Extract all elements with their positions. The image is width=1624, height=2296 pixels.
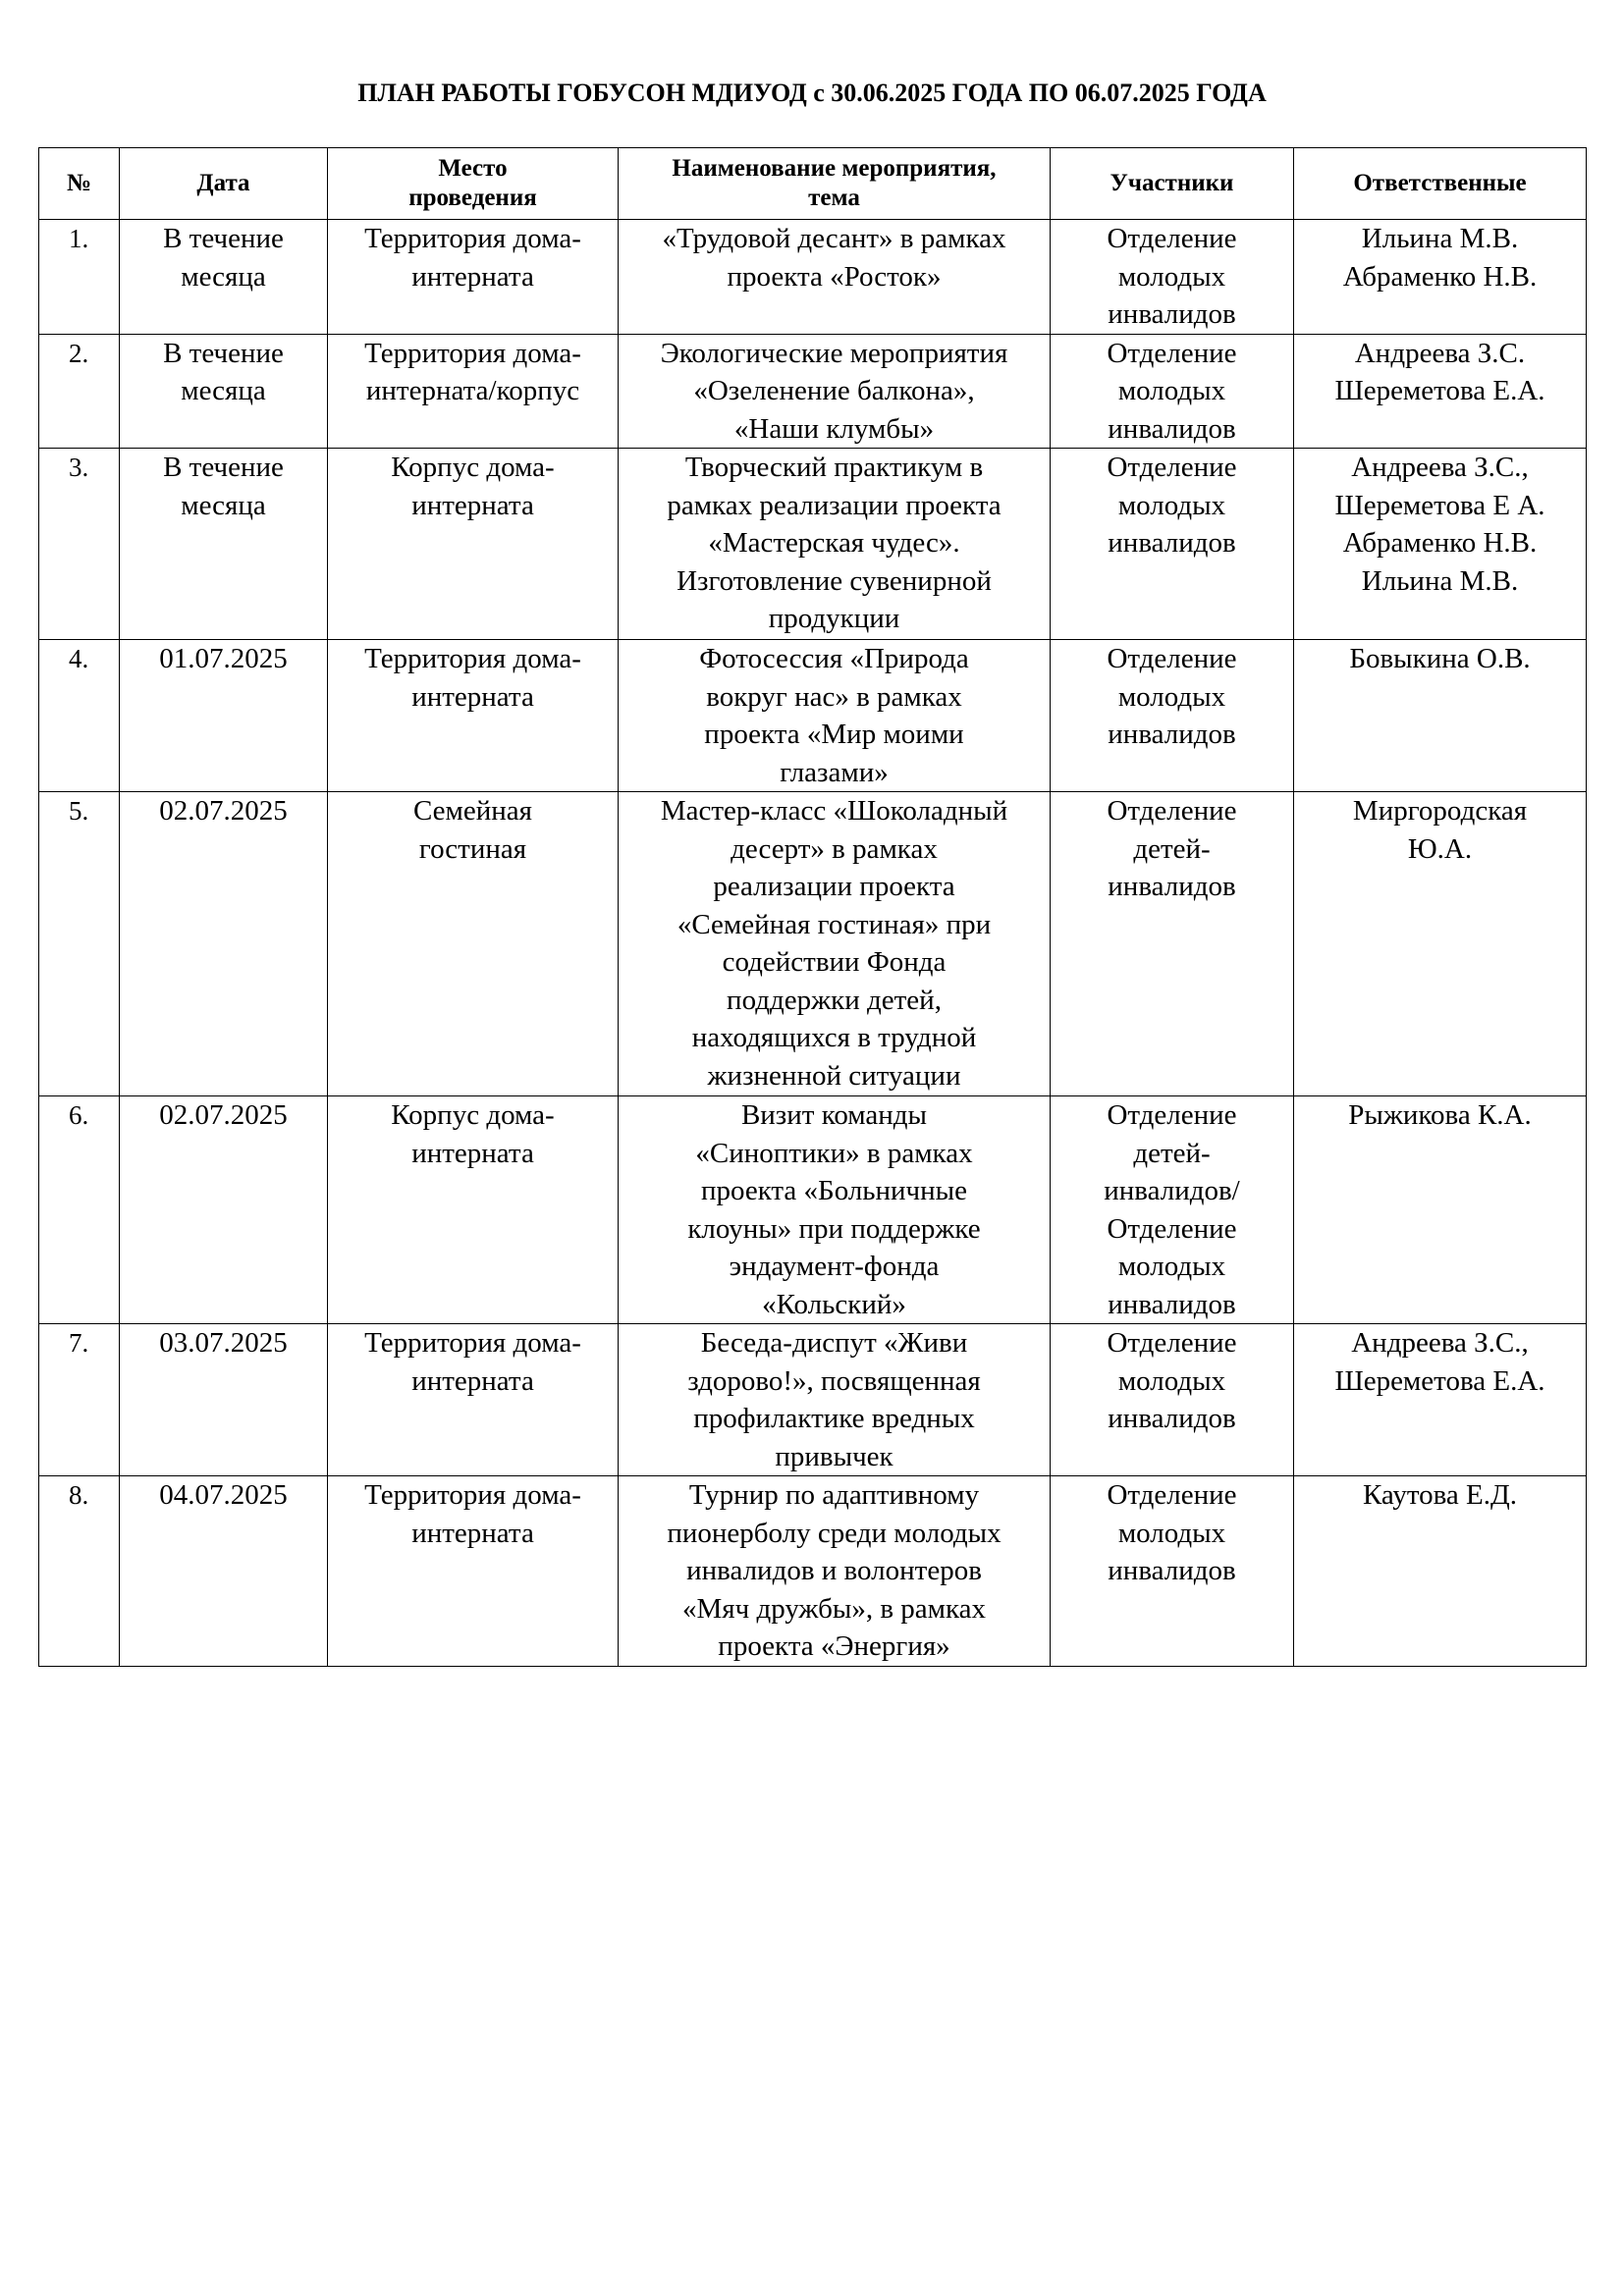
- cell-num: 7.: [39, 1324, 120, 1476]
- cell-place: Корпус дома- интерната: [328, 449, 619, 640]
- cell-date: 01.07.2025: [120, 640, 328, 792]
- table-row: [39, 220, 1587, 335]
- cell-place: Территория дома- интерната/корпус: [328, 334, 619, 449]
- cell-participants: Отделение детей- инвалидов: [1051, 792, 1294, 1096]
- cell-date: 02.07.2025: [120, 1096, 328, 1324]
- header-participants: Участники: [1051, 148, 1294, 220]
- cell-num: 8.: [39, 1476, 120, 1667]
- cell-event: Турнир по адаптивному пионерболу среди молодых инвалидов и волонтеров «Мяч дружбы», в рамках проекта «Энергия»: [619, 1476, 1051, 1667]
- cell-place: Территория дома- интерната: [328, 220, 619, 335]
- table-row: [39, 640, 1587, 792]
- table-row: [39, 1324, 1587, 1476]
- header-event: Наименование мероприятия, тема: [619, 148, 1051, 220]
- cell-place: Территория дома- интерната: [328, 1324, 619, 1476]
- cell-date: 02.07.2025: [120, 792, 328, 1096]
- page-title: ПЛАН РАБОТЫ ГОБУСОН МДИУОД с 30.06.2025 ГОДА ПО 06.07.2025 ГОДА: [357, 79, 1267, 107]
- cell-responsible: Ильина М.В. Абраменко Н.В.: [1294, 220, 1587, 335]
- cell-responsible: Андреева З.С., Шереметова Е А. Абраменко Н.В. Ильина М.В.: [1294, 449, 1587, 640]
- cell-responsible: Рыжикова К.А.: [1294, 1096, 1587, 1324]
- cell-num: 6.: [39, 1096, 120, 1324]
- cell-participants: Отделение молодых инвалидов: [1051, 1324, 1294, 1476]
- table-header-row: [39, 148, 1587, 220]
- cell-date: В течение месяца: [120, 449, 328, 640]
- header-date: Дата: [120, 148, 328, 220]
- cell-date: 03.07.2025: [120, 1324, 328, 1476]
- cell-responsible: Андреева З.С. Шереметова Е.А.: [1294, 334, 1587, 449]
- cell-participants: Отделение детей- инвалидов/ Отделение молодых инвалидов: [1051, 1096, 1294, 1324]
- header-place: Место проведения: [328, 148, 619, 220]
- cell-num: 5.: [39, 792, 120, 1096]
- cell-num: 1.: [39, 220, 120, 335]
- cell-responsible: Миргородская Ю.А.: [1294, 792, 1587, 1096]
- cell-event: Беседа-диспут «Живи здорово!», посвященная профилактике вредных привычек: [619, 1324, 1051, 1476]
- cell-event: «Трудовой десант» в рамках проекта «Росток»: [619, 220, 1051, 335]
- cell-participants: Отделение молодых инвалидов: [1051, 334, 1294, 449]
- cell-responsible: Андреева З.С., Шереметова Е.А.: [1294, 1324, 1587, 1476]
- cell-place: Территория дома- интерната: [328, 640, 619, 792]
- table-row: [39, 334, 1587, 449]
- cell-event: Творческий практикум в рамках реализации проекта «Мастерская чудес». Изготовление сувенирной продукции: [619, 449, 1051, 640]
- cell-participants: Отделение молодых инвалидов: [1051, 449, 1294, 640]
- cell-date: В течение месяца: [120, 220, 328, 335]
- cell-event: Мастер-класс «Шоколадный десерт» в рамках реализации проекта «Семейная гостиная» при содействии Фонда поддержки детей, находящихся в трудной жизненной ситуации: [619, 792, 1051, 1096]
- cell-num: 3.: [39, 449, 120, 640]
- table-row: [39, 792, 1587, 1096]
- header-responsible: Ответственные: [1294, 148, 1587, 220]
- cell-responsible: Каутова Е.Д.: [1294, 1476, 1587, 1667]
- cell-place: Семейная гостиная: [328, 792, 619, 1096]
- cell-num: 4.: [39, 640, 120, 792]
- cell-place: Корпус дома- интерната: [328, 1096, 619, 1324]
- table-row: [39, 449, 1587, 640]
- header-num: №: [39, 148, 120, 220]
- cell-event: Экологические мероприятия «Озеленение балкона», «Наши клумбы»: [619, 334, 1051, 449]
- cell-event: Фотосессия «Природа вокруг нас» в рамках проекта «Мир моими глазами»: [619, 640, 1051, 792]
- work-plan-table: [38, 147, 1587, 1667]
- cell-participants: Отделение молодых инвалидов: [1051, 640, 1294, 792]
- cell-num: 2.: [39, 334, 120, 449]
- cell-participants: Отделение молодых инвалидов: [1051, 1476, 1294, 1667]
- table-row: [39, 1096, 1587, 1324]
- cell-place: Территория дома- интерната: [328, 1476, 619, 1667]
- cell-date: В течение месяца: [120, 334, 328, 449]
- cell-participants: Отделение молодых инвалидов: [1051, 220, 1294, 335]
- cell-responsible: Бовыкина О.В.: [1294, 640, 1587, 792]
- table-row: [39, 1476, 1587, 1667]
- cell-event: Визит команды «Синоптики» в рамках проекта «Больничные клоуны» при поддержке эндаумент-фонда «Кольский»: [619, 1096, 1051, 1324]
- cell-date: 04.07.2025: [120, 1476, 328, 1667]
